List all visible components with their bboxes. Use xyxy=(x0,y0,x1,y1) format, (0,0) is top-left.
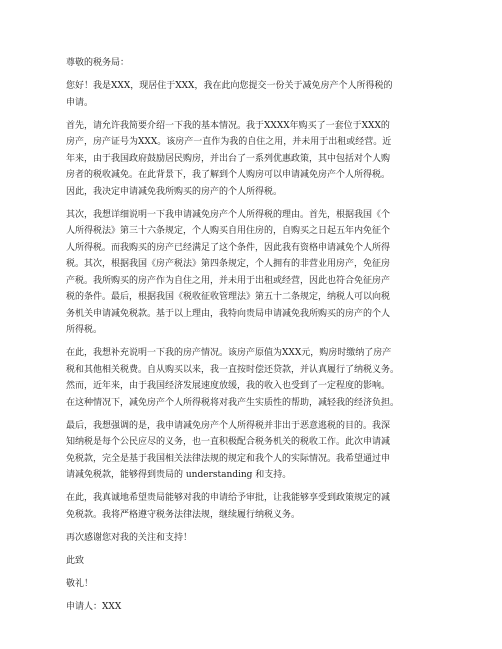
applicant-signature: 申请人：XXX xyxy=(66,601,122,612)
closing-line: 此致 xyxy=(66,555,85,566)
salutation: 尊敬的税务局： xyxy=(66,58,130,68)
reasons-paragraph: 其次，我想详细说明一下我申请减免房产个人所得税的理由。首先，根据我国《个 人所得税法》第三十六条规定，个人购买自用住房的，自购买之日起五年内免征个 人所得税。而我购买的房产已经满足了这个条件，因此我有资格申请减免个人所得 税。其次，根据我国《房产税法》第四条规定，个人拥有的非营业用房产，免征房 产税。我所购买的房产作为自住之用，并未用于出租或经营，因此也符合免征房产 税的条件。最后，根据我国《税收征收管理法》第五十二条规定，纳税人可以向税 务机关申请减免税款。基于以上理由，我特向贵局申请减免我所购买的房产的个人 所得税。 xyxy=(66,209,391,335)
background-paragraph: 首先，请允许我简要介绍一下我的基本情况。我于XXXX年购买了一套位于XXX的 房产，房产证号为XXX。该房产一直作为我的自住之用，并未用于出租或经营。近 年来，由于我国政府鼓励居民购房，并出台了一系列优惠政策，其中包括对个人购 房者的税收减免。在此背景下，我了解到个人购房可以申请减免房产个人所得税。 因此，我决定申请减免我所购买的房产的个人所得税。 xyxy=(66,120,392,197)
emphasis-paragraph: 最后，我想强调的是，我申请减免房产个人所得税并非出于恶意逃税的目的。我深 知纳税是每个公民应尽的义务，也一直积极配合税务机关的税收工作。此次申请减 免税款，完全是基于我国相关法律法规的规定和我个人的实际情况。我希望通过申 请减免税款，能够得到贵局的 understanding 和支持。 xyxy=(66,420,391,480)
intro-paragraph: 您好！我是XXX，现居住于XXX，我在此向您提交一份关于减免房产个人所得税的 申请。 xyxy=(66,81,393,108)
thanks-line: 再次感谢您对我的关注和支持！ xyxy=(66,532,193,543)
property-details-paragraph: 在此，我想补充说明一下我的房产情况。该房产原值为XXX元，购房时缴纳了房产 税和其他相关税费。自从购买以来，我一直按时偿还贷款，并认真履行了纳税义务。 然而，近年来，由于我国经济发展速度放缓，我的收入也受到了一定程度的影响。 在这种情况下，减免房产个人所得税将对我产生实质性的帮助，减轻我的经济负担。 xyxy=(66,348,400,408)
regards-line: 敬礼！ xyxy=(66,578,94,589)
request-paragraph: 在此，我真诚地希望贵局能够对我的申请给予审批，让我能够享受到政策规定的减 免税款。我将严格遵守税务法律法规，继续履行纳税义务。 xyxy=(66,493,391,520)
